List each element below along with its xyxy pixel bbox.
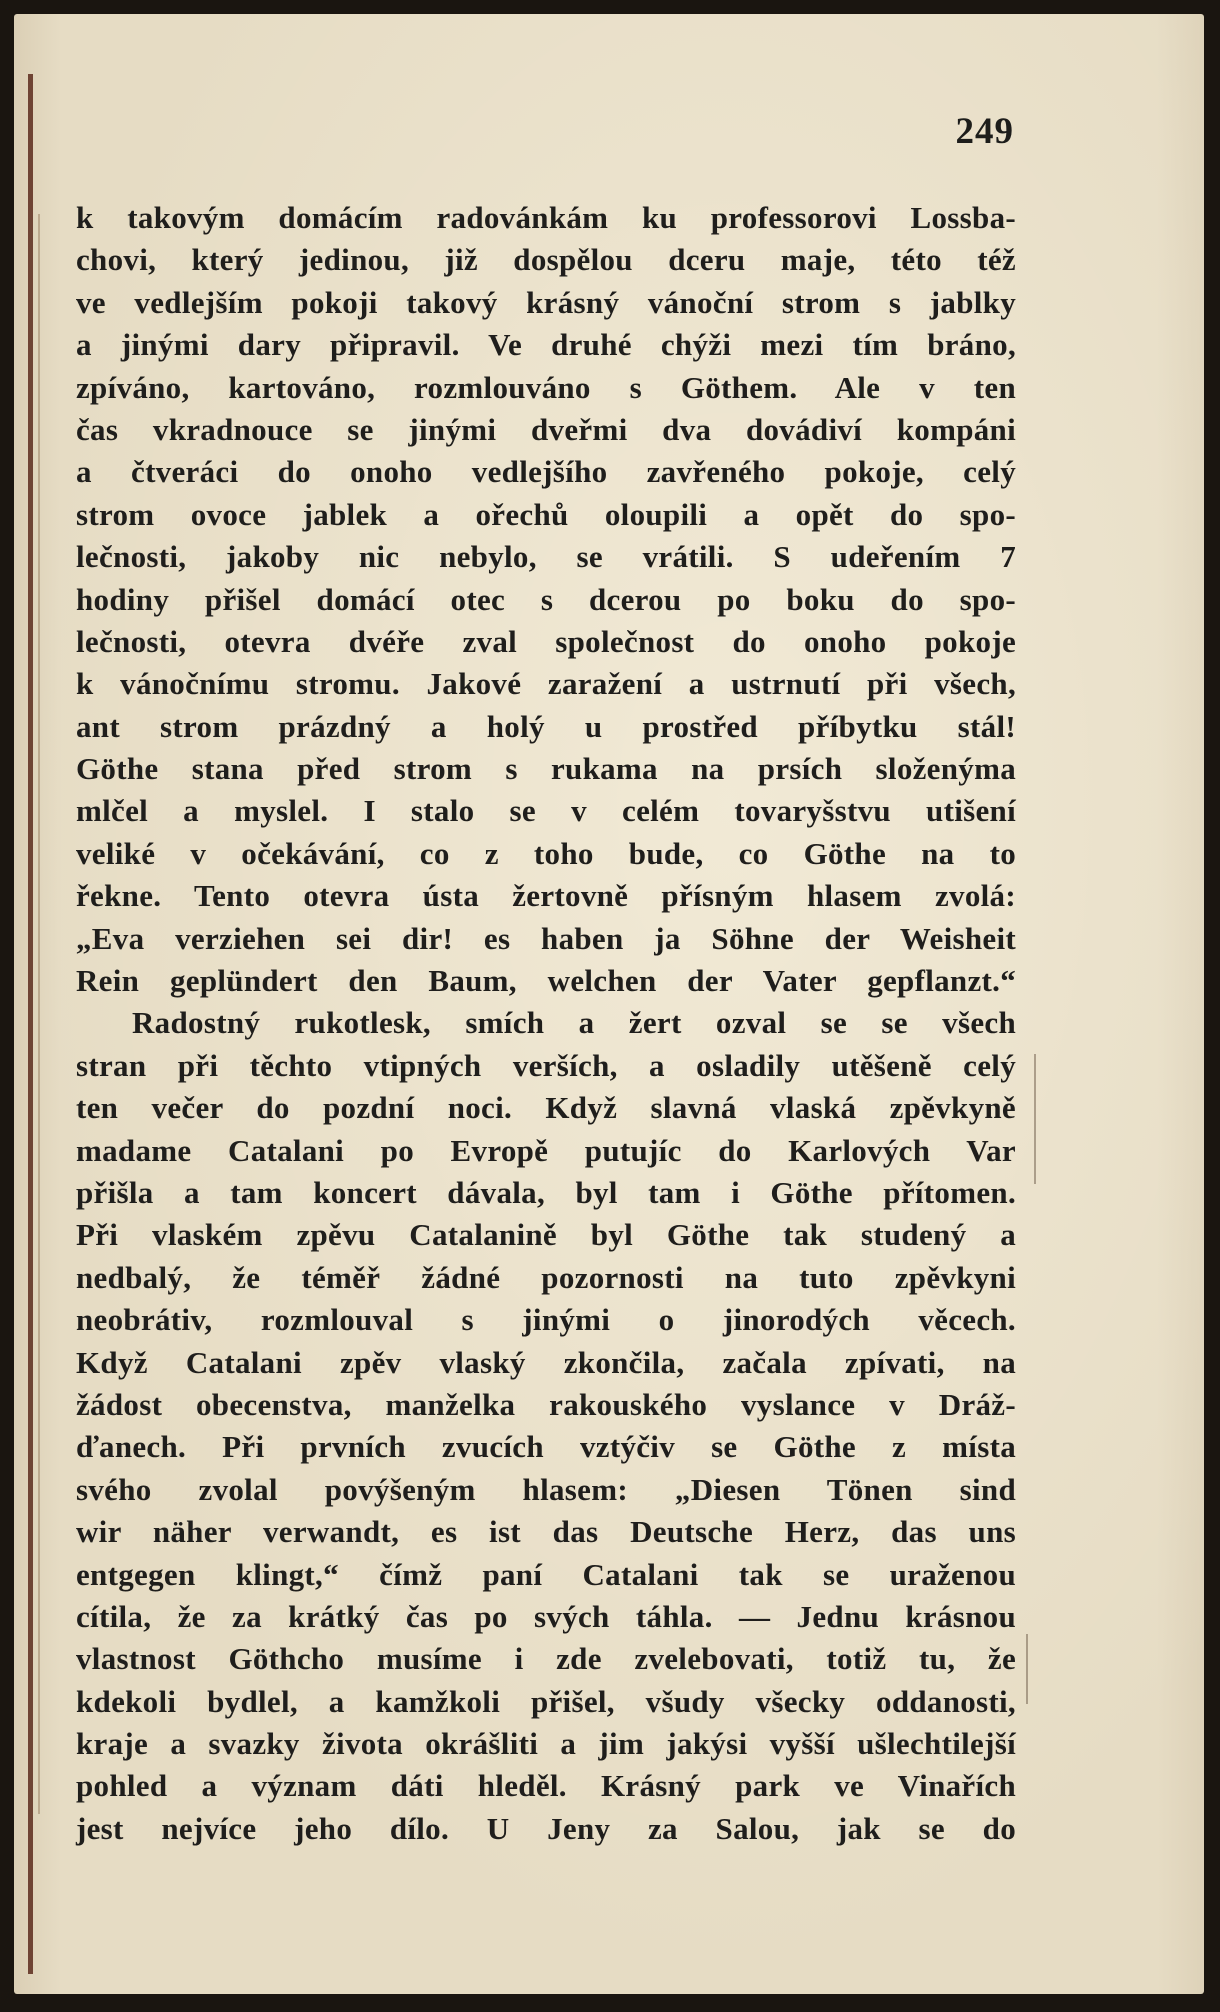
- text-line: ten večer do pozdní noci. Když slavná vlaská zpěvkyně: [76, 1090, 1016, 1126]
- text-line: řekne. Tento otevra ústa žertovně přísným hlasem zvolá:: [76, 878, 1016, 914]
- text-line: k vánočnímu stromu. Jakové zaražení a ustrnutí při všech,: [76, 666, 1016, 702]
- text-line: chovi, který jedinou, již dospělou dceru maje, této též: [76, 242, 1016, 278]
- text-line: nedbalý, že téměř žádné pozornosti na tuto zpěvkyni: [76, 1259, 1016, 1295]
- text-line: strom ovoce jablek a ořechů oloupili a opět do spo-: [76, 496, 1016, 532]
- text-line: lečnosti, otevra dvéře zval společnost do onoho pokoje: [76, 623, 1016, 659]
- binding-shadow: [38, 214, 40, 1814]
- text-line: přišla a tam koncert dávala, byl tam i Göthe přítomen.: [76, 1174, 1016, 1210]
- text-line: lečnosti, jakoby nic nebylo, se vrátili. S udeřením 7: [76, 539, 1016, 575]
- text-line: kraje a svazky života okrášliti a jim jakýsi vyšší ušlechtilejší: [76, 1726, 1016, 1762]
- text-line: zpíváno, kartováno, rozmlouváno s Göthem. Ale v ten: [76, 369, 1016, 405]
- text-line: Rein geplündert den Baum, welchen der Vater gepflanzt.“: [76, 963, 1016, 999]
- text-line: „Eva verziehen sei dir! es haben ja Söhne der Weisheit: [76, 920, 1016, 956]
- paper-sheet: [14, 14, 1204, 1994]
- text-line: ant strom prázdný a holý u prostřed příbytku stál!: [76, 708, 1016, 744]
- text-line: pohled a význam dáti hleděl. Krásný park ve Vinařích: [76, 1768, 1016, 1804]
- text-line: entgegen klingt,“ čímž paní Catalani tak se uraženou: [76, 1556, 1016, 1592]
- text-line: a čtveráci do onoho vedlejšího zavřeného pokoje, celý: [76, 454, 1016, 490]
- margin-pencil-mark: [1026, 1634, 1028, 1704]
- body-text: [76, 197, 1016, 1850]
- text-line: kdekoli bydlel, a kamžkoli přišel, všudy všecky oddanosti,: [76, 1683, 1016, 1719]
- text-line: Když Catalani zpěv vlaský zkončila, začala zpívati, na: [76, 1344, 1016, 1380]
- text-line: neobrátiv, rozmlouval s jinými o jinorodých věcech.: [76, 1302, 1016, 1338]
- text-line: Radostný rukotlesk, smích a žert ozval se se všech: [132, 1005, 1016, 1041]
- text-line: jest nejvíce jeho dílo. U Jeny za Salou, jak se do: [76, 1810, 1016, 1846]
- text-line: ve vedlejším pokoji takový krásný vánoční strom s jablky: [76, 284, 1016, 320]
- text-line: cítila, že za krátký čas po svých táhla. — Jednu krásnou: [76, 1598, 1016, 1634]
- text-line: mlčel a myslel. I stalo se v celém tovaryšstvu utišení: [76, 793, 1016, 829]
- text-line: čas vkradnouce se jinými dveřmi dva dovádiví kompáni: [76, 411, 1016, 447]
- text-line: k takovým domácím radovánkám ku professorovi Lossba-: [76, 200, 1016, 235]
- margin-pencil-mark: [1034, 1054, 1036, 1184]
- text-line: žádost obecenstva, manželka rakouského vyslance v Dráž-: [76, 1386, 1016, 1422]
- text-line: veliké v očekávání, co z toho bude, co Göthe na to: [76, 835, 1016, 871]
- binding-edge: [28, 74, 33, 1974]
- text-line: wir näher verwandt, es ist das Deutsche Herz, das uns: [76, 1514, 1016, 1550]
- text-line: hodiny přišel domácí otec s dcerou po boku do spo-: [76, 581, 1016, 617]
- text-line: Při vlaském zpěvu Catalanině byl Göthe tak studený a: [76, 1217, 1016, 1253]
- text-line: vlastnost Göthcho musíme i zde zvelebovati, totiž tu, že: [76, 1641, 1016, 1677]
- text-line: a jinými dary připravil. Ve druhé chýži mezi tím bráno,: [76, 327, 1016, 363]
- text-line: svého zvolal povýšeným hlasem: „Diesen Tönen sind: [76, 1471, 1016, 1507]
- text-line: ďanech. Při prvních zvucích vztýčiv se Göthe z místa: [76, 1429, 1016, 1465]
- text-line: stran při těchto vtipných verších, a osladily utěšeně celý: [76, 1047, 1016, 1083]
- text-line: madame Catalani po Evropě putujíc do Karlových Var: [76, 1132, 1016, 1168]
- page-number: 249: [955, 111, 1014, 152]
- text-line: Göthe stana před strom s rukama na prsích složenýma: [76, 751, 1016, 787]
